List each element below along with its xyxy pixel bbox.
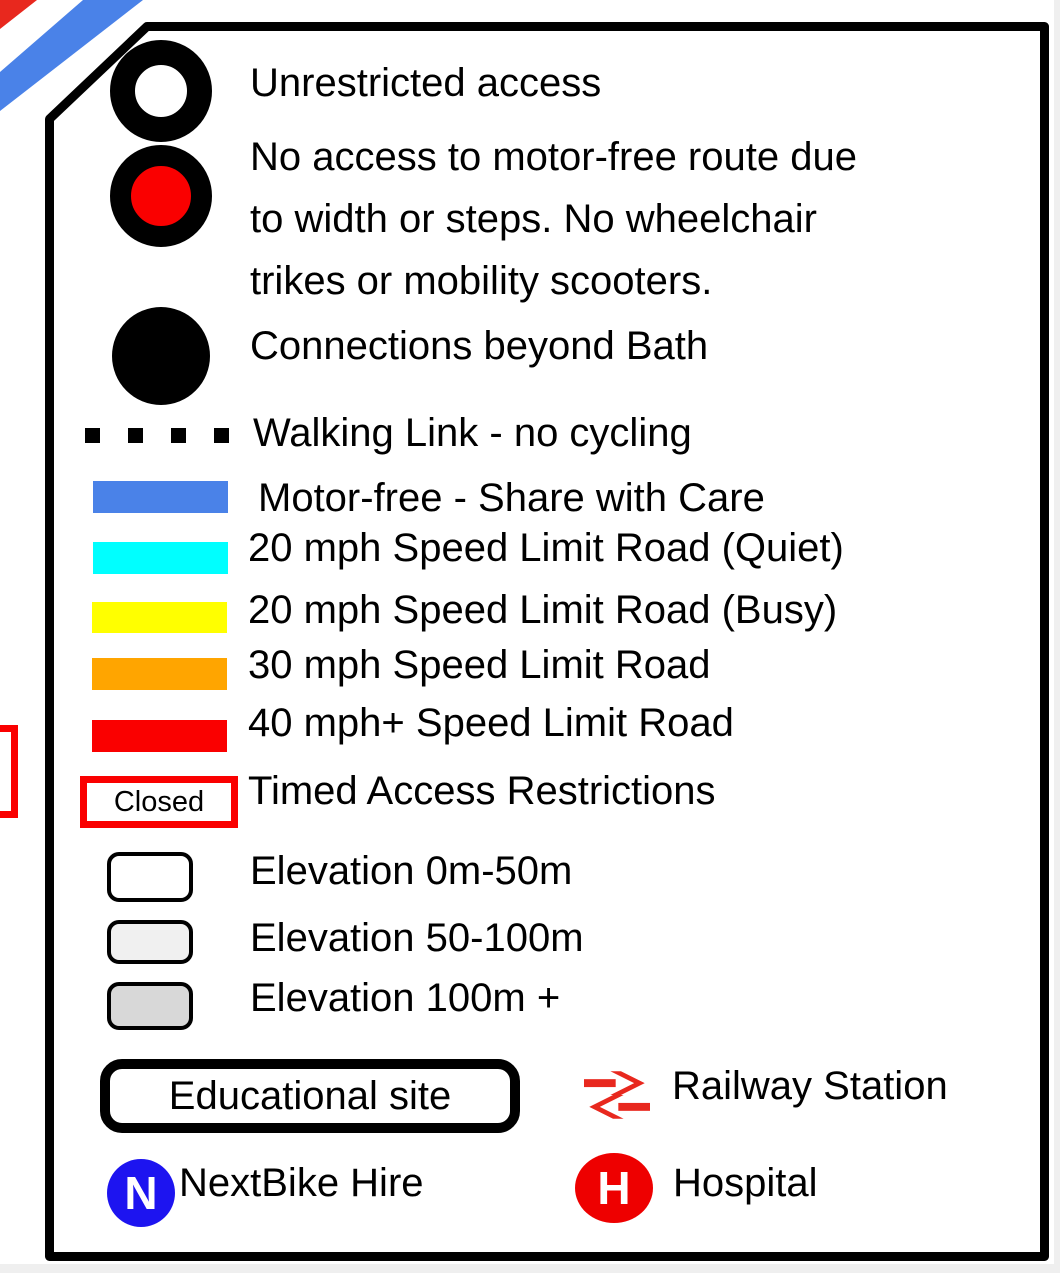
unrestricted-access-icon	[110, 40, 212, 142]
20mph-busy-bar-icon	[92, 602, 227, 633]
unrestricted-access-label: Unrestricted access	[250, 61, 602, 105]
20mph-busy-label: 20 mph Speed Limit Road (Busy)	[248, 588, 838, 632]
dash	[214, 428, 229, 443]
30mph-bar-icon	[92, 658, 227, 690]
dash	[171, 428, 186, 443]
closed-text: Closed	[113, 785, 205, 818]
walking-link-label: Walking Link - no cycling	[253, 411, 692, 455]
timed-access-closed-icon	[80, 776, 238, 828]
20mph-quiet-bar-icon	[93, 542, 228, 574]
no-access-icon	[110, 145, 212, 247]
40mph-label: 40 mph+ Speed Limit Road	[248, 701, 734, 745]
page-edge-right	[1054, 0, 1060, 1273]
dash	[128, 428, 143, 443]
dash	[85, 428, 100, 443]
page-edge-bottom	[0, 1264, 1060, 1273]
hospital-icon	[575, 1153, 653, 1223]
no-access-line-2: to width or steps. No wheelchair	[250, 197, 817, 241]
route-stripe-red-icon	[0, 0, 37, 29]
no-access-line-3: trikes or mobility scooters.	[250, 259, 713, 303]
motor-free-bar-icon	[93, 481, 228, 513]
connections-beyond-bath-label: Connections beyond Bath	[250, 324, 709, 368]
40mph-bar-icon	[92, 720, 227, 752]
educational-site-box	[100, 1059, 520, 1133]
railway-station-label: Railway Station	[672, 1064, 948, 1108]
nextbike-letter: N	[124, 1167, 158, 1219]
elevation-low-label: Elevation 0m-50m	[250, 849, 573, 893]
30mph-label: 30 mph Speed Limit Road	[248, 643, 711, 687]
nextbike-label: NextBike Hire	[179, 1161, 424, 1205]
walking-link-icon	[85, 428, 229, 443]
20mph-quiet-label: 20 mph Speed Limit Road (Quiet)	[248, 526, 844, 570]
hospital-label: Hospital	[673, 1161, 818, 1205]
nextbike-icon	[107, 1159, 175, 1227]
railway-station-icon	[584, 1068, 650, 1122]
partial-timed-restriction-box	[0, 725, 18, 818]
no-access-line-1: No access to motor-free route due	[250, 135, 857, 179]
elevation-low-swatch	[107, 852, 193, 902]
no-access-label	[250, 126, 857, 312]
elevation-mid-swatch	[107, 920, 193, 964]
elevation-high-swatch	[107, 982, 193, 1030]
hospital-letter: H	[597, 1162, 631, 1214]
educational-site-label: Educational site	[168, 1073, 452, 1118]
motor-free-label: Motor-free - Share with Care	[258, 476, 765, 520]
elevation-high-label: Elevation 100m +	[250, 976, 561, 1020]
connections-beyond-bath-icon	[112, 307, 210, 405]
elevation-mid-label: Elevation 50-100m	[250, 916, 584, 960]
timed-access-label: Timed Access Restrictions	[248, 769, 716, 813]
